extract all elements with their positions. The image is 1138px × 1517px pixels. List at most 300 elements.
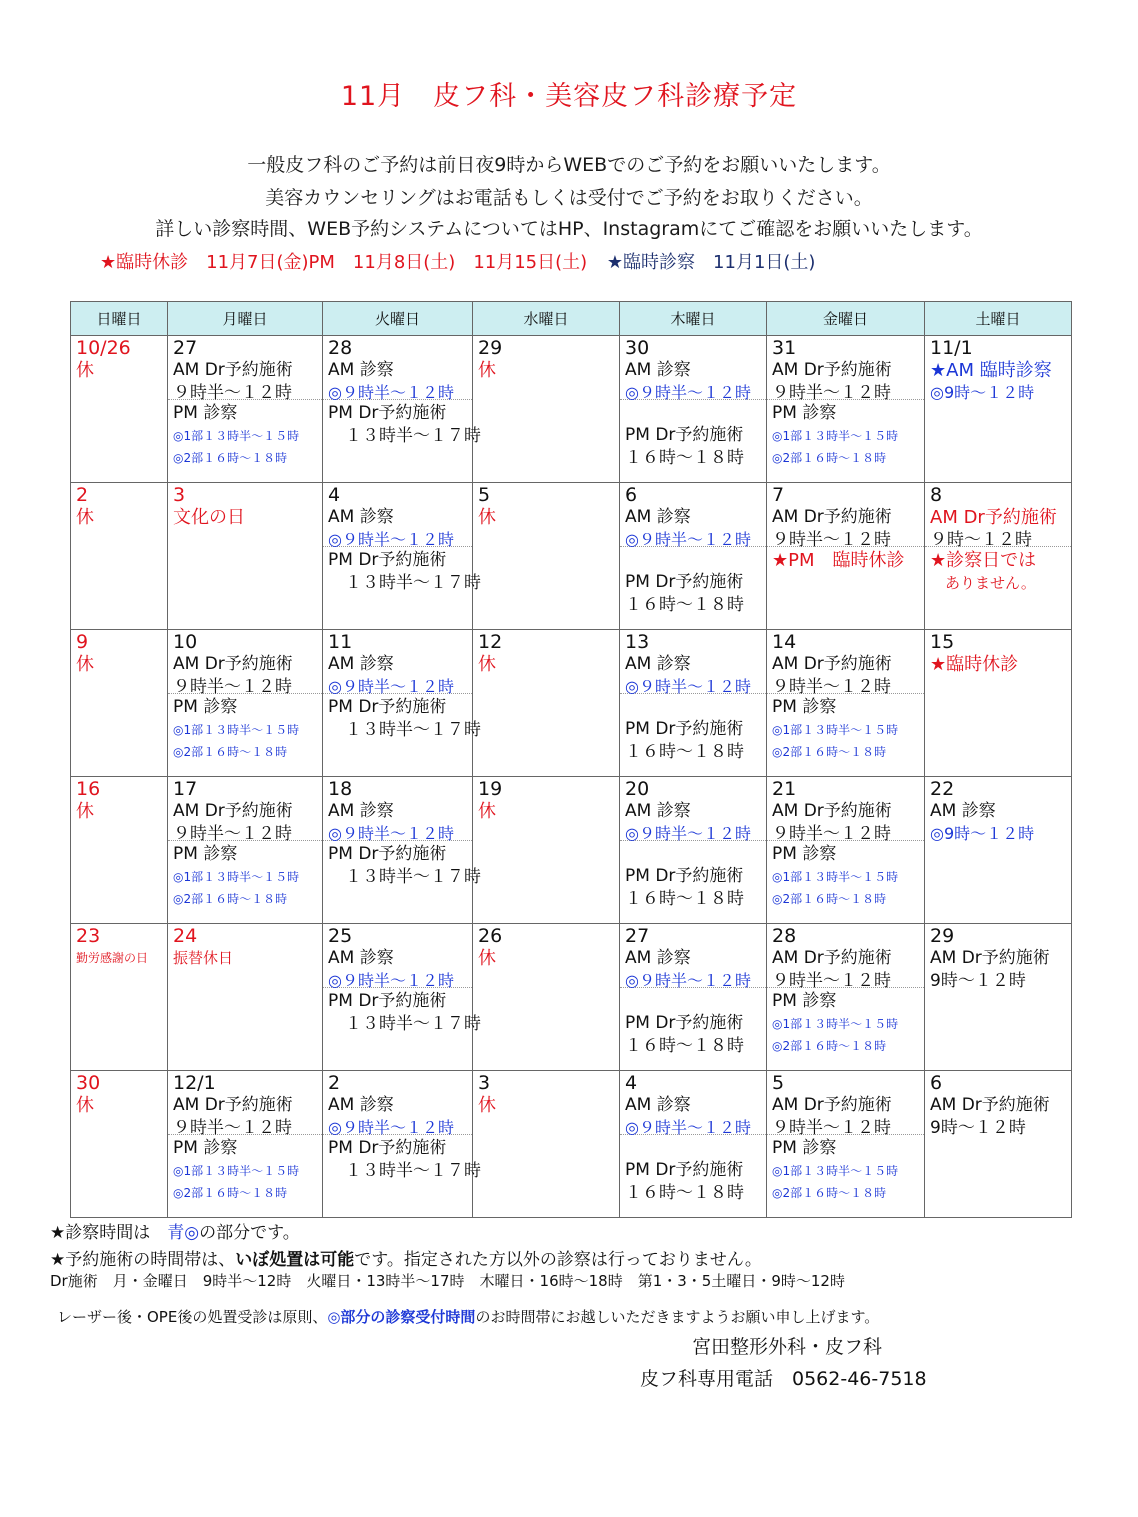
pm-line: ◎1部１３時半～１５時 [772,1017,899,1031]
pm-slot [323,841,481,891]
pm-line: PM Dr予約施術 [328,991,447,1011]
calendar-day-cell [767,924,925,1071]
calendar-day-cell [168,1071,323,1218]
day-number: 18 [328,778,353,800]
day-number: 2 [328,1072,341,1094]
weekday-header: 月曜日 [168,302,323,336]
calendar-day-cell [925,777,1072,924]
pm-line: １３時半～１７時 [328,720,481,740]
am-line: AM Dr予約施術 [173,1095,293,1115]
pm-slot [168,694,322,765]
footer-line-1 [50,1218,300,1243]
calendar-day-cell [323,630,481,777]
day-number: 27 [625,925,650,947]
am-line: 勤労感謝の日 [76,951,149,965]
pm-slot [71,547,167,551]
am-line: ◎９時半～１２時 [625,677,751,696]
pm-slot [925,694,1071,698]
am-slot [767,1071,924,1138]
am-line: ９時半～１２時 [173,677,292,697]
am-slot [71,630,167,694]
am-slot [323,336,472,400]
pm-line: １６時～１８時 [625,595,744,615]
calendar-day-cell [925,1071,1072,1218]
am-line: AM Dr予約施術 [772,801,892,821]
calendar-day-cell [925,924,1072,1071]
am-line: ９時半～１２時 [173,383,292,403]
pm-slot [473,841,619,845]
am-line: AM 診察 [625,801,691,821]
footer-line-4-c: のお時間帯にお越しいただきますようお願い申し上げます。 [475,1308,880,1326]
am-line: 休 [478,360,496,381]
pm-slot [473,988,619,992]
pm-slot [620,694,766,766]
pm-slot [767,694,924,765]
weekday-header: 木曜日 [620,302,767,336]
pm-line [625,549,761,571]
day-number: 2 [76,484,89,506]
am-line: ◎9時～１２時 [930,824,1035,843]
schedule-calendar [70,301,1072,1218]
day-number: 6 [930,1072,943,1094]
pm-line: PM 診察 [772,1138,837,1158]
calendar-week-row [71,483,1072,630]
calendar-day-cell [71,777,168,924]
am-slot [323,1071,472,1135]
am-line: AM 診察 [328,1095,394,1115]
am-line: 9時～１２時 [930,971,1026,991]
am-line: ９時半～１２時 [772,971,891,991]
day-number: 15 [930,631,955,653]
pm-line: １３時半～１７時 [328,426,481,446]
pm-line: PM 診察 [772,991,837,1011]
pm-slot [620,988,766,1060]
calendar-week-row [71,1071,1072,1218]
am-line: AM 診察 [328,948,394,968]
am-slot [925,630,1071,694]
day-number: 31 [772,337,797,359]
am-line: AM Dr予約施術 [772,507,892,527]
pm-line: ◎2部１６時～１８時 [772,451,887,465]
am-line: 休 [478,948,496,969]
intro-line-3: 詳しい診察時間、WEB予約システムについてはHP、Instagramにてご確認をお願いいたします。 [155,218,983,240]
am-line: ◎９時半～１２時 [328,383,454,402]
pm-line: ◎1部１３時半～１５時 [772,429,899,443]
am-slot [925,1071,1071,1138]
weekday-header: 火曜日 [323,302,473,336]
pm-line: １６時～１８時 [625,448,744,468]
pm-line: PM Dr予約施術 [328,844,447,864]
pm-line: PM 診察 [173,1138,238,1158]
am-slot [620,777,766,841]
pm-slot [168,988,322,992]
day-number: 5 [478,484,491,506]
clinic-phone: 皮フ科専用電話 0562-46-7518 [640,1368,927,1390]
day-number: 28 [328,337,353,359]
am-line: AM Dr予約施術 [772,654,892,674]
am-slot [71,336,167,400]
calendar-day-cell [767,1071,925,1218]
calendar-day-cell [168,336,323,483]
calendar-day-cell [473,630,620,777]
closure-notice: ★臨時休診 11月7日(金)PM 11月8日(土) 11月15日(土) [100,252,588,273]
footer-line-1-c: の部分です。 [199,1223,300,1243]
day-number: 21 [772,778,797,800]
calendar-day-cell [767,336,925,483]
calendar-day-cell [168,483,323,630]
am-line: AM 診察 [625,360,691,380]
weekday-header: 土曜日 [925,302,1072,336]
am-line: ★AM 臨時診察 [930,360,1052,381]
calendar-day-cell [323,336,481,483]
am-slot [767,777,924,844]
calendar-day-cell [323,777,481,924]
pm-slot [323,988,481,1038]
pm-line: ◎1部１３時半～１５時 [173,870,300,884]
am-slot [473,336,619,400]
pm-slot [168,400,322,471]
am-line: AM Dr予約施術 [772,948,892,968]
day-number: 17 [173,778,198,800]
calendar-day-cell [71,924,168,1071]
am-line: AM 診察 [328,654,394,674]
calendar-day-cell [767,483,925,630]
extra-notice: ★臨時診察 11月1日(土) [606,252,816,273]
am-slot [767,924,924,991]
pm-slot [168,841,322,912]
day-number: 24 [173,925,198,947]
am-line: AM Dr予約施術 [930,948,1050,968]
day-number: 26 [478,925,503,947]
am-line: ◎９時半～１２時 [625,1118,751,1137]
am-line: 休 [478,801,496,822]
pm-slot [473,1135,619,1139]
day-number: 29 [930,925,955,947]
calendar-day-cell [168,777,323,924]
calendar-day-cell [323,483,481,630]
am-slot [71,777,167,841]
am-slot [473,483,619,547]
am-line: AM Dr予約施術 [173,654,293,674]
pm-slot [168,1135,322,1206]
calendar-day-cell [620,924,767,1071]
pm-line: ◎2部１６時～１８時 [772,1186,887,1200]
am-slot [620,630,766,694]
pm-line: １３時半～１７時 [328,1161,481,1181]
am-slot [473,777,619,841]
am-line: 休 [76,507,94,528]
pm-line: PM Dr予約施術 [328,1138,447,1158]
pm-slot [71,988,167,992]
pm-slot [767,547,924,574]
am-line: 振替休日 [173,949,234,967]
am-line: ９時半～１２時 [772,1118,891,1138]
day-number: 10 [173,631,198,653]
pm-slot [767,400,924,471]
pm-line: ◎2部１６時～１８時 [772,1039,887,1053]
am-slot [71,1071,167,1135]
am-line: 休 [76,801,94,822]
pm-line: １６時～１８時 [625,1036,744,1056]
pm-line: ◎2部１６時～１８時 [772,892,887,906]
am-slot [71,483,167,547]
am-line: ◎９時半～１２時 [328,530,454,549]
pm-line: ◎1部１３時半～１５時 [173,723,300,737]
pm-slot [925,547,1071,597]
am-line: AM 診察 [625,948,691,968]
pm-slot [71,1135,167,1139]
pm-slot [767,1135,924,1206]
am-slot [620,924,766,988]
pm-line: １６時～１８時 [625,1183,744,1203]
pm-line: PM Dr予約施術 [328,550,447,570]
am-line: 9時～１２時 [930,1118,1026,1138]
calendar-day-cell [473,924,620,1071]
pm-line: ◎1部１３時半～１５時 [173,429,300,443]
am-line: ◎９時半～１２時 [625,383,751,402]
am-line: AM 診察 [625,1095,691,1115]
day-number: 30 [625,337,650,359]
calendar-day-cell [620,336,767,483]
am-line: ◎９時半～１２時 [328,824,454,843]
am-slot [767,483,924,550]
day-number: 4 [625,1072,638,1094]
day-number: 14 [772,631,797,653]
am-line: AM Dr予約施術 [173,801,293,821]
day-number: 8 [930,484,943,506]
footer-line-4 [57,1306,879,1327]
pm-line: ◎1部１３時半～１５時 [173,1164,300,1178]
am-line: AM 診察 [930,801,996,821]
footer-line-4-b: ◎部分の診察受付時間 [327,1308,476,1326]
pm-line: １３時半～１７時 [328,867,481,887]
footer-line-3: Dr施術 月・金曜日 9時半～12時 火曜日・13時半～17時 木曜日・16時～18時 第1・3・5土曜日・9時～12時 [50,1272,845,1290]
pm-slot [71,841,167,845]
pm-line: ありません。 [930,574,1036,592]
calendar-week-row [71,777,1072,924]
clinic-name: 宮田整形外科・皮フ科 [692,1336,883,1358]
am-line: ９時半～１２時 [772,383,891,403]
pm-line: ★診察日では [930,550,1037,571]
pm-line: ◎2部１６時～１８時 [173,1186,288,1200]
pm-line: PM Dr予約施術 [625,1160,744,1180]
intro-line-1: 一般皮フ科のご予約は前日夜9時からWEBでのご予約をお願いいたします。 [247,154,891,176]
calendar-day-cell [925,336,1072,483]
footer-line-2 [50,1245,762,1270]
pm-slot [323,694,481,744]
am-line: AM Dr予約施術 [772,1095,892,1115]
am-slot [620,483,766,547]
am-line: AM 診察 [328,360,394,380]
footer-line-4-a: レーザー後・OPE後の処置受診は原則、 [57,1308,328,1326]
am-line: ９時半～１２時 [772,530,891,550]
am-line: ◎９時半～１２時 [328,1118,454,1137]
day-number: 12/1 [173,1072,216,1094]
weekday-header: 日曜日 [71,302,168,336]
pm-line: PM Dr予約施術 [625,719,744,739]
calendar-day-cell [925,630,1072,777]
pm-slot [620,841,766,913]
pm-line: PM 診察 [772,697,837,717]
calendar-day-cell [323,1071,481,1218]
day-number: 12 [478,631,503,653]
day-number: 22 [930,778,955,800]
pm-line: ◎1部１３時半～１５時 [772,1164,899,1178]
calendar-day-cell [323,924,481,1071]
am-slot [767,630,924,697]
day-number: 5 [772,1072,785,1094]
am-slot [168,483,322,547]
pm-slot [767,988,924,1059]
calendar-day-cell [168,630,323,777]
calendar-day-cell [473,336,620,483]
calendar-week-row [71,336,1072,483]
pm-slot [620,1135,766,1207]
pm-line: ◎2部１６時～１８時 [173,745,288,759]
pm-line [625,696,761,718]
day-number: 20 [625,778,650,800]
day-number: 29 [478,337,503,359]
am-slot [620,336,766,400]
calendar-week-row [71,924,1072,1071]
am-slot [168,630,322,697]
calendar-day-cell [71,483,168,630]
am-slot [925,924,1071,991]
footer-line-2-a: ★予約施術の時間帯は、 [50,1250,236,1270]
calendar-day-cell [473,1071,620,1218]
pm-line: ◎1部１３時半～１５時 [772,870,899,884]
am-line: AM Dr予約施術 [772,360,892,380]
calendar-day-cell [71,630,168,777]
pm-line: ◎2部１６時～１８時 [772,745,887,759]
weekday-header: 水曜日 [473,302,620,336]
day-number: 11/1 [930,337,973,359]
am-line: 文化の日 [173,507,245,528]
footer-line-2-b: いぼ処置は可能 [235,1250,355,1270]
am-line: AM 診察 [328,801,394,821]
pm-line [625,402,761,424]
weekday-header-row [71,302,1072,336]
pm-line: PM 診察 [173,844,238,864]
am-line: ◎９時半～１２時 [625,824,751,843]
am-line: 休 [76,654,94,675]
day-number: 16 [76,778,101,800]
pm-slot [168,547,322,551]
day-number: 19 [478,778,503,800]
am-slot [473,1071,619,1135]
calendar-day-cell [620,1071,767,1218]
pm-slot [473,547,619,551]
pm-line: PM Dr予約施術 [625,866,744,886]
am-line: ◎９時半～１２時 [328,971,454,990]
am-line: ★臨時休診 [930,654,1019,675]
pm-slot [323,547,481,597]
day-number: 10/26 [76,337,131,359]
am-slot [323,483,472,547]
pm-line: １３時半～１７時 [328,573,481,593]
am-slot [323,777,472,841]
pm-line: １３時半～１７時 [328,1014,481,1034]
am-line: ◎９時半～１２時 [625,971,751,990]
am-slot [767,336,924,403]
day-number: 7 [772,484,785,506]
calendar-day-cell [473,777,620,924]
pm-slot [473,694,619,698]
am-line: 休 [76,1095,94,1116]
am-line: 休 [478,654,496,675]
pm-line: PM 診察 [173,403,238,423]
day-number: 6 [625,484,638,506]
am-line: 休 [478,507,496,528]
am-slot [323,924,472,988]
am-line: ◎9時～１２時 [930,383,1035,402]
pm-line: ◎2部１６時～１８時 [173,892,288,906]
am-line: AM Dr予約施術 [930,1095,1050,1115]
am-line: 休 [76,360,94,381]
am-line: AM 診察 [625,654,691,674]
day-number: 4 [328,484,341,506]
pm-slot [71,400,167,404]
am-slot [925,777,1071,841]
intro-line-2: 美容カウンセリングはお電話もしくは受付でご予約をお取りください。 [265,187,873,209]
am-line: ９時半～１２時 [173,824,292,844]
am-line: ◎９時半～１２時 [328,677,454,696]
pm-line: PM Dr予約施術 [625,1013,744,1033]
pm-line: PM 診察 [772,403,837,423]
pm-line: PM 診察 [772,844,837,864]
am-slot [71,924,167,988]
pm-line: PM Dr予約施術 [625,572,744,592]
day-number: 3 [478,1072,491,1094]
am-line: AM Dr予約施術 [930,507,1057,528]
calendar-day-cell [620,483,767,630]
day-number: 30 [76,1072,101,1094]
am-slot [168,336,322,403]
pm-line: ◎1部１３時半～１５時 [772,723,899,737]
am-line: AM 診察 [328,507,394,527]
am-slot [168,1071,322,1138]
pm-line: PM Dr予約施術 [625,425,744,445]
pm-slot [767,841,924,912]
pm-line: ★PM 臨時休診 [772,550,905,571]
day-number: 25 [328,925,353,947]
am-slot [473,924,619,988]
calendar-day-cell [620,777,767,924]
pm-line: １６時～１８時 [625,742,744,762]
pm-line: PM 診察 [173,697,238,717]
am-line: ９時半～１２時 [772,677,891,697]
am-line: ９時半～１２時 [772,824,891,844]
am-line: ９時～１２時 [930,530,1032,550]
pm-slot [620,400,766,472]
am-line: ◎９時半～１２時 [625,530,751,549]
am-line: ９時半～１２時 [173,1118,292,1138]
am-slot [925,336,1071,400]
day-number: 28 [772,925,797,947]
calendar-day-cell [925,483,1072,630]
footer-line-1-b: 青◎ [167,1223,200,1243]
pm-line [625,843,761,865]
pm-slot [71,694,167,698]
pm-line [625,990,761,1012]
pm-slot [323,1135,481,1185]
pm-line [625,1137,761,1159]
am-slot [168,924,322,988]
am-slot [620,1071,766,1135]
pm-line: PM Dr予約施術 [328,403,447,423]
weekday-header: 金曜日 [767,302,925,336]
notice-line [100,248,815,274]
